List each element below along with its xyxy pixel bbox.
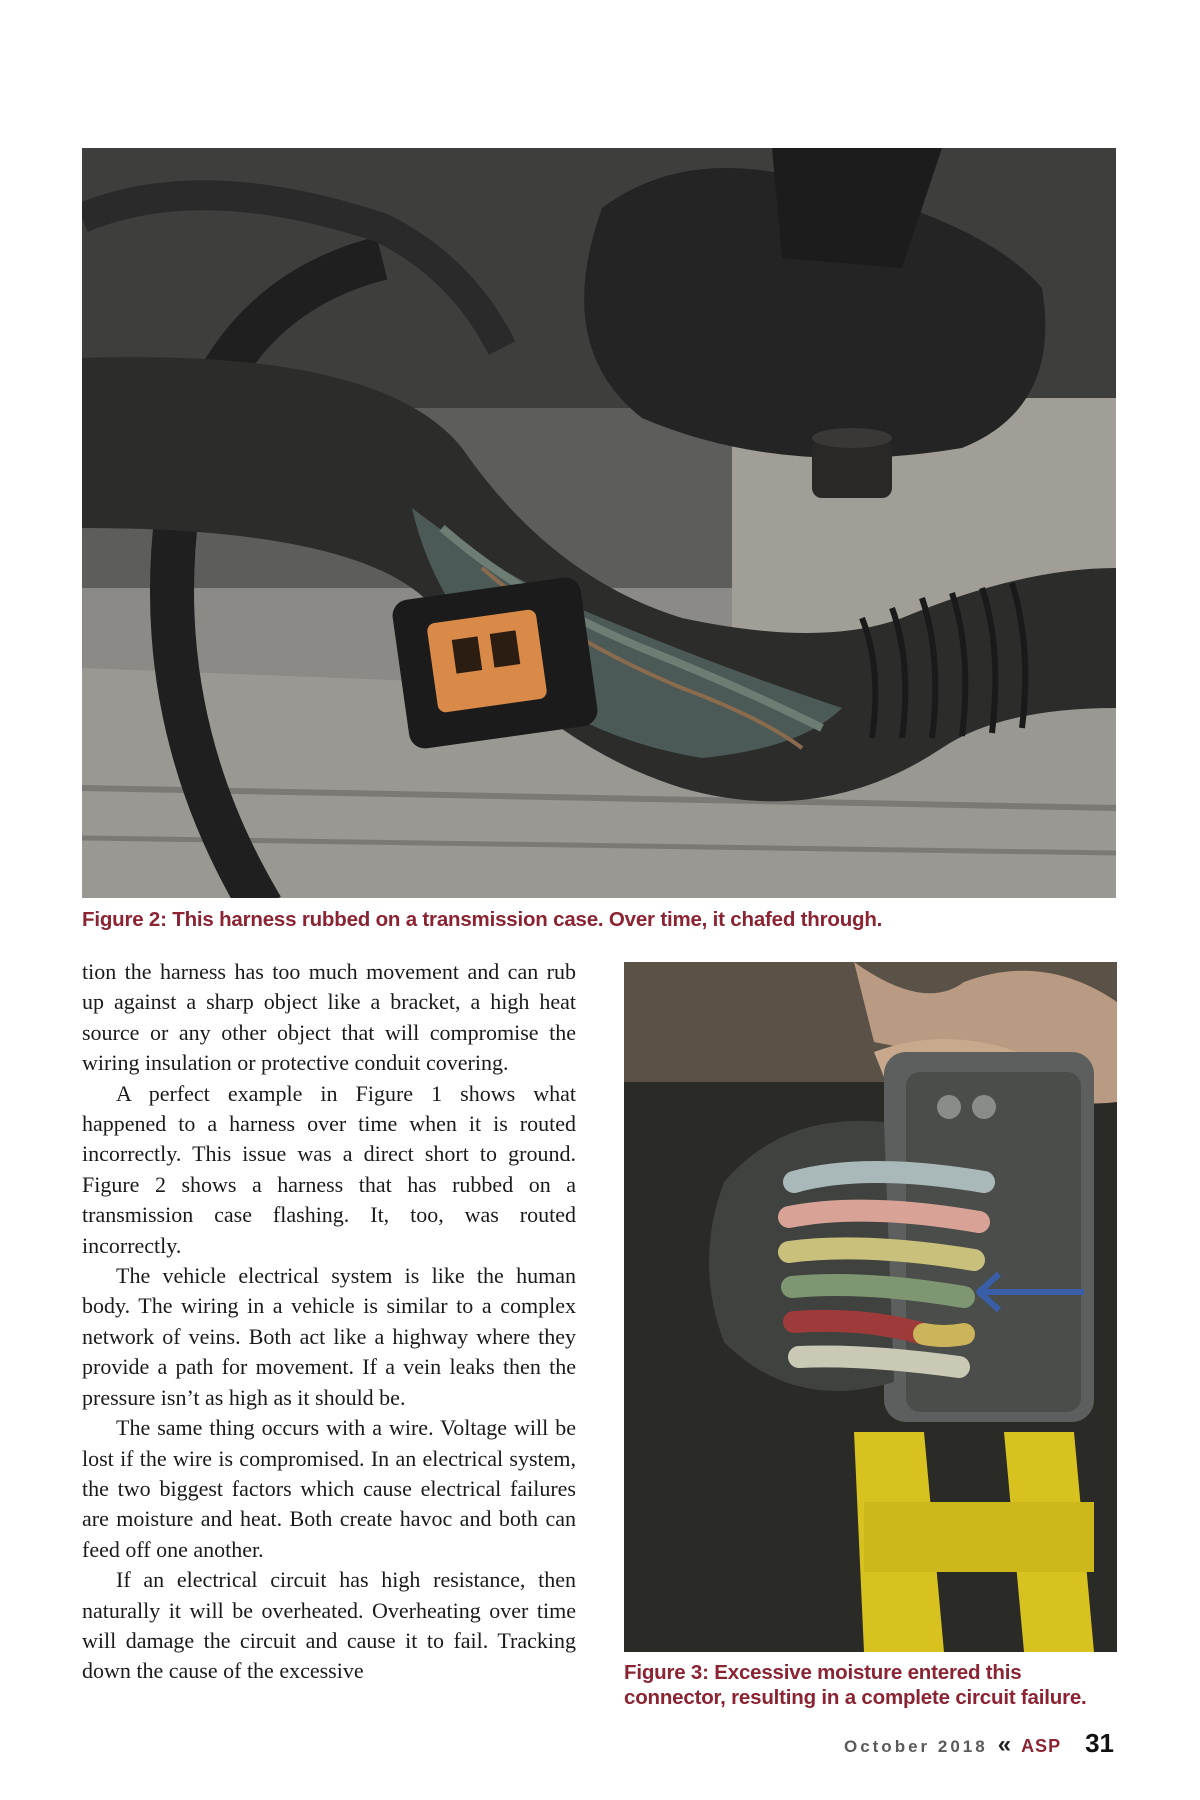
figure-2-label: Figure 2: bbox=[82, 908, 167, 931]
magazine-name: ASP bbox=[1021, 1736, 1062, 1756]
figure-2-caption-text: This harness rubbed on a transmission case. Over time, it chafed through. bbox=[172, 908, 883, 931]
article-body bbox=[82, 957, 576, 1687]
body-paragraph: The same thing occurs with a wire. Voltage will be lost if the wire is compromised. In an electrical system, the two biggest factors which cause electrical failures are moisture and heat. Both create havoc and both can feed off one another. bbox=[82, 1415, 576, 1562]
figure-3-caption-text: Excessive moisture entered this connector, resulting in a complete circuit failure. bbox=[624, 1661, 1087, 1709]
issue-date: October 2018 bbox=[843, 1737, 988, 1756]
body-paragraph: The vehicle electrical system is like the human body. The wiring in a vehicle is similar to a complex network of veins. Both act like a highway where they provide a path for movement. If a vein leaks then the pressure isn’t as high as it should be. bbox=[82, 1263, 576, 1410]
figure-3-photo bbox=[624, 962, 1117, 1652]
figure-3-label: Figure 3: bbox=[624, 1661, 709, 1684]
chevron-separator-icon: « bbox=[997, 1731, 1012, 1758]
body-paragraph: If an electrical circuit has high resistance, then naturally it will be overheated. Overheating over time will damage the circuit and cause it to fail. Tracking down the cause of the excessive bbox=[82, 1567, 576, 1684]
page-number: 31 bbox=[1085, 1728, 1114, 1758]
page-footer bbox=[844, 1728, 1114, 1759]
body-paragraph: A perfect example in Figure 1 shows what happened to a harness over time when it is routed incorrectly. This issue was a direct short to ground. Figure 2 shows a harness that has rubbed on a transmission case flashing. It, too, was routed incorrectly. bbox=[82, 1080, 576, 1258]
figure-3-caption bbox=[624, 1660, 1117, 1710]
figure-2-caption bbox=[82, 907, 1116, 932]
body-paragraph: tion the harness has too much movement and can rub up against a sharp object like a bracket, a high heat source or any other object that will compromise the wiring insulation or protective conduit covering. bbox=[82, 959, 576, 1076]
figure-2-photo bbox=[82, 148, 1116, 898]
